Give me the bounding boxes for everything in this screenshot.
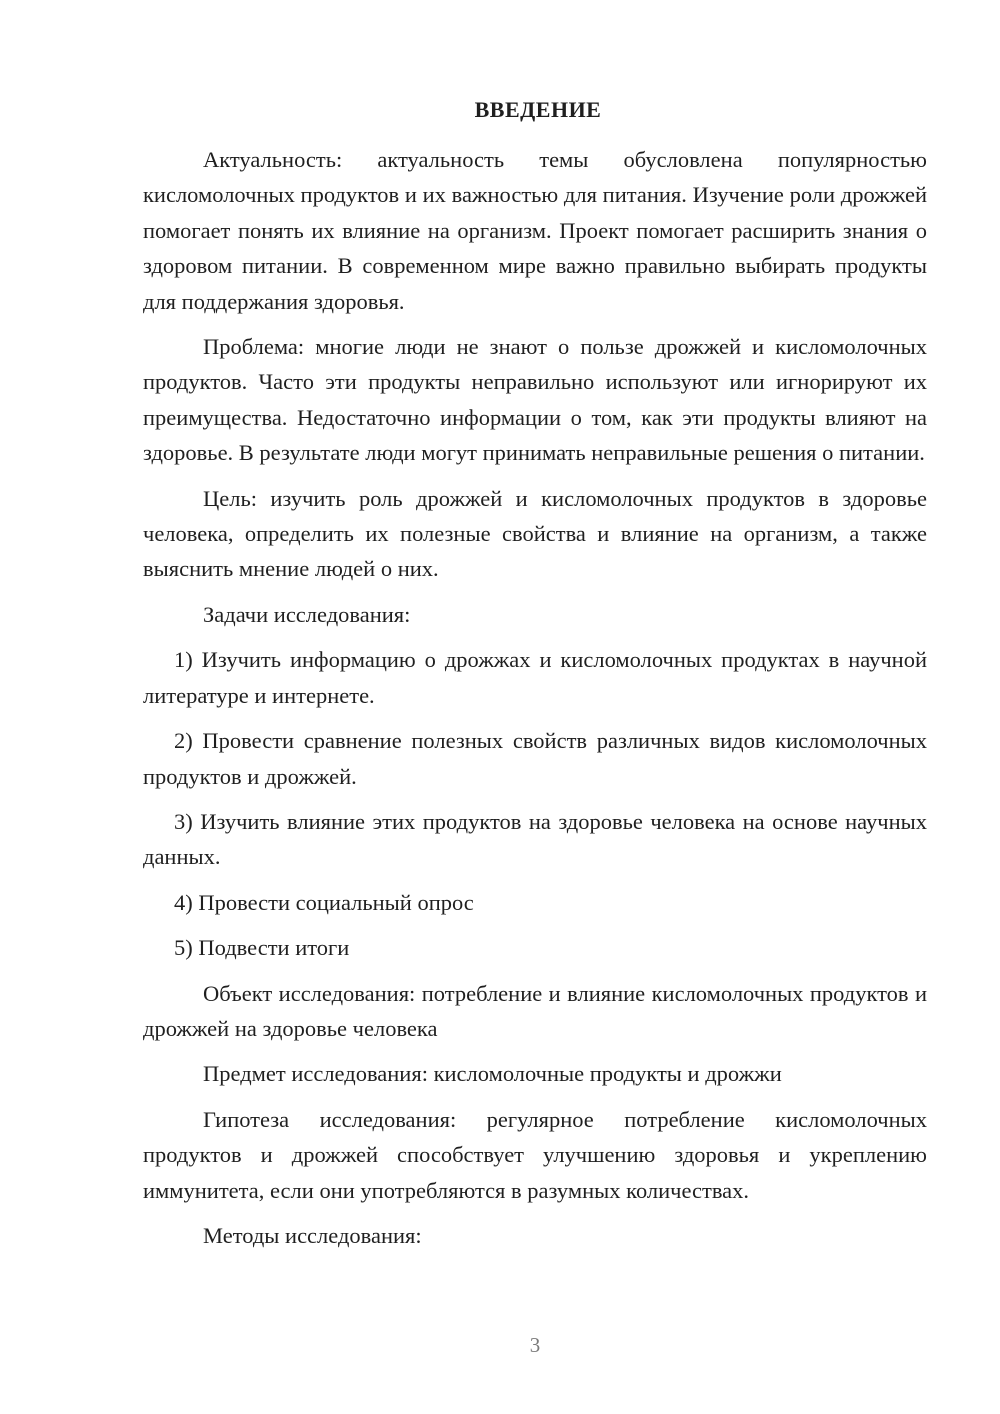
task-item-1: 1) Изучить информацию о дрожжах и кисломолочных продуктах в научной литературе и интернете.: [143, 647, 927, 708]
task-item-4: 4) Провести социальный опрос: [174, 889, 474, 915]
section-title: ВВЕДЕНИЕ: [474, 97, 602, 122]
object-paragraph: Объект исследования: потребление и влияние кисломолочных продуктов и дрожжей на здоровье человека: [143, 980, 927, 1041]
task-item-3: 3) Изучить влияние этих продуктов на здоровье человека на основе научных данных.: [143, 808, 927, 870]
relevance-paragraph: Актуальность: актуальность темы обусловлена популярностью кисломолочных продуктов и их важностью для питания. Изучение роли дрожжей помогает понять их влияние на организм. Проект помогает расширить знания о здоровом питании. В современном мире важно правильно выбирать продукты для поддержания здоровья.: [143, 147, 927, 314]
document-body: [143, 96, 927, 1263]
page-number: 3: [529, 1333, 541, 1357]
task-item-5: 5) Подвести итоги: [174, 935, 350, 961]
problem-paragraph: Проблема: многие люди не знают о пользе дрожжей и кисломолочных продуктов. Часто эти продукты неправильно используют или игнорируют их преимущества. Недостаточно информации о том, как эти продукты влияют на здоровье. В результате люди могут принимать неправильные решения о питании.: [143, 334, 927, 466]
tasks-heading: Задачи исследования:: [203, 601, 411, 627]
task-item-2: 2) Провести сравнение полезных свойств различных видов кисломолочных продуктов и дрожжей.: [143, 728, 927, 789]
methods-heading: Методы исследования:: [203, 1222, 422, 1248]
hypothesis-paragraph: Гипотеза исследования: регулярное потребление кисломолочных продуктов и дрожжей способствует улучшению здоровья и укреплению иммунитета, если они употребляются в разумных количествах.: [143, 1106, 927, 1203]
goal-paragraph: Цель: изучить роль дрожжей и кисломолочных продуктов в здоровье человека, определить их полезные свойства и влияние на организм, а также выяснить мнение людей о них.: [143, 485, 927, 582]
subject-paragraph: Предмет исследования: кисломолочные продукты и дрожжи: [203, 1061, 782, 1087]
